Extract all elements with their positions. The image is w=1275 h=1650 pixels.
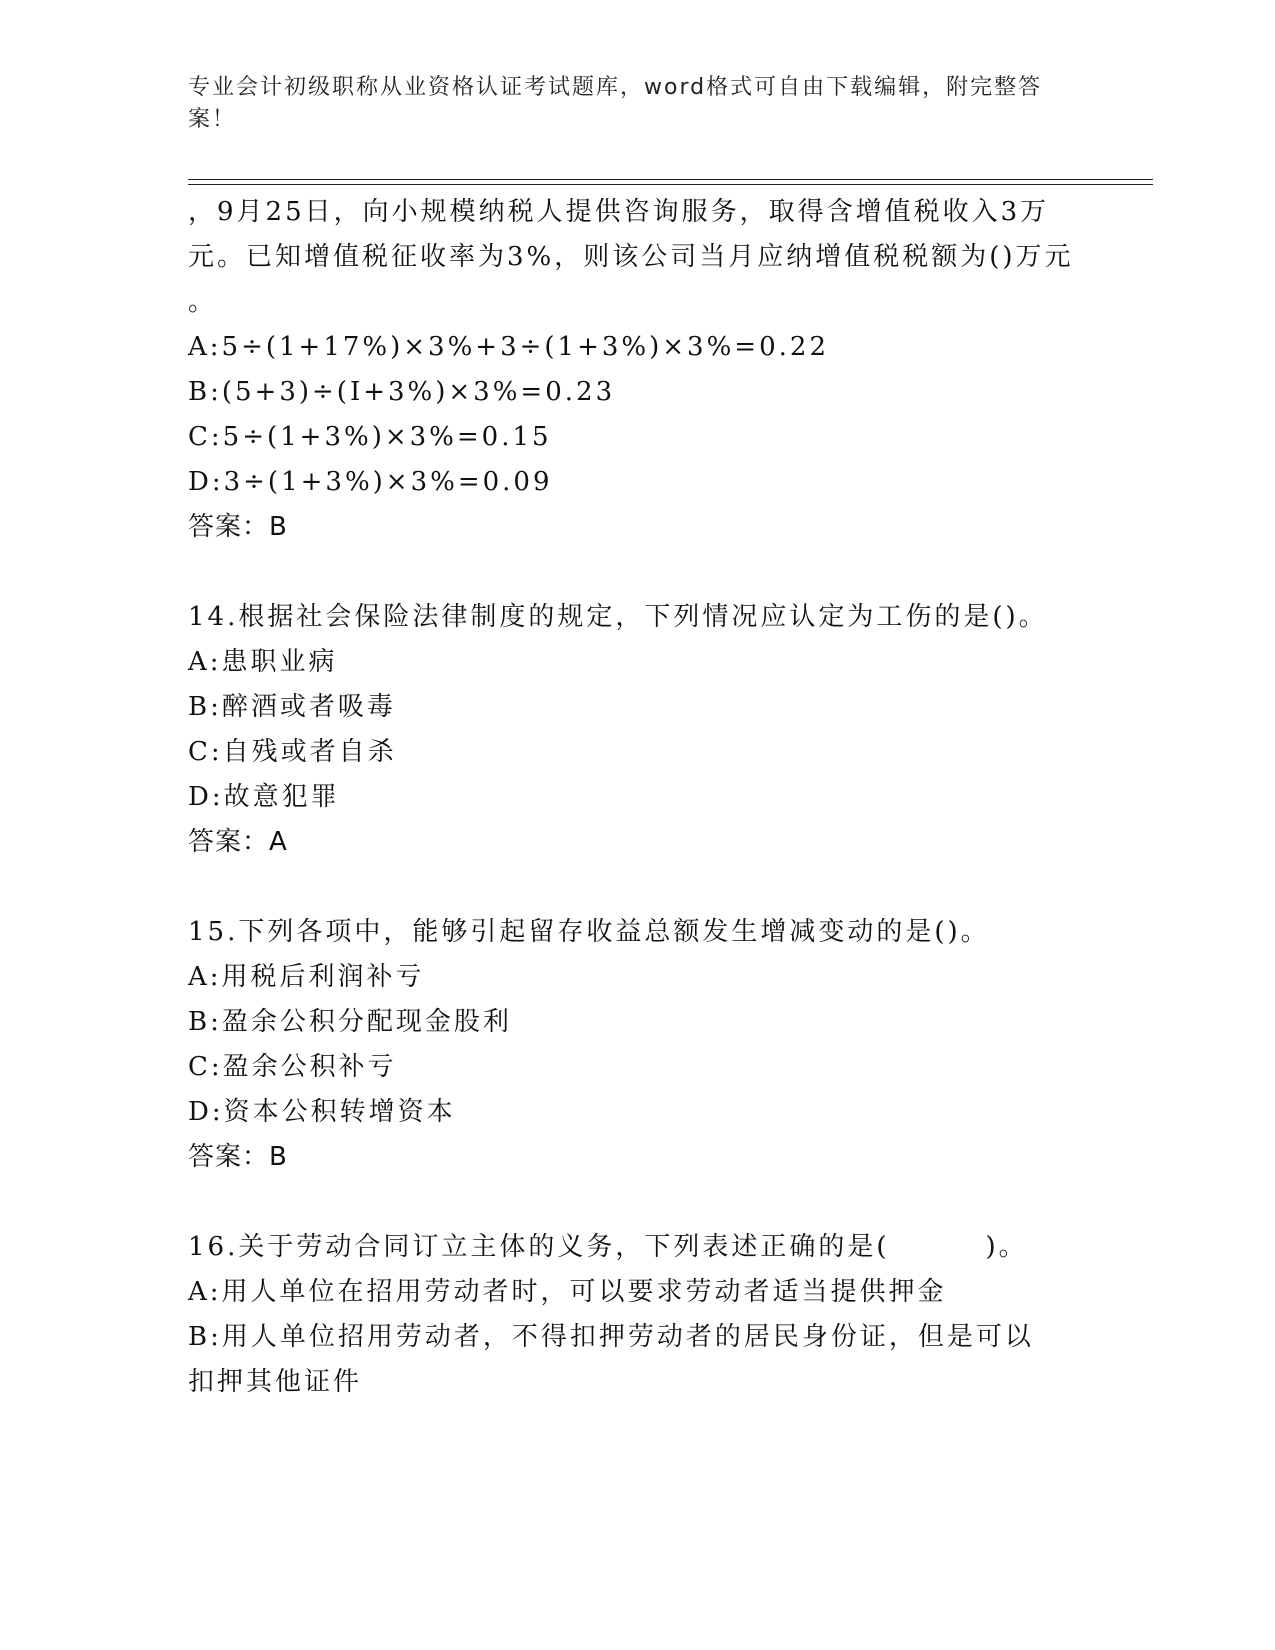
- option-d: D:故意犯罪: [188, 782, 340, 812]
- question-stem-line: 。: [188, 287, 218, 317]
- option-a: A:患职业病: [188, 647, 338, 677]
- option-c: C:盈余公积补亏: [188, 1052, 397, 1082]
- spacer: [188, 865, 1088, 910]
- spacer: [188, 1180, 1088, 1225]
- option-b: B:(5+3)÷(I+3%)×3%=0.23: [188, 377, 616, 407]
- question-stem-line: 元。已知增值税征收率为3%，则该公司当月应纳增值税税额为()万元: [188, 242, 1074, 272]
- question-13: [188, 190, 1088, 550]
- option-c: C:5÷(1+3%)×3%=0.15: [188, 422, 552, 452]
- document-header: 专业会计初级职称从业资格认证考试题库，word格式可自由下载编辑，附完整答案！: [188, 75, 1043, 132]
- question-14: [188, 595, 1088, 865]
- answer-label: 答案：B: [188, 1142, 288, 1172]
- question-stem: 14.根据社会保险法律制度的规定，下列情况应认定为工伤的是()。: [188, 602, 1048, 632]
- question-stem-after: )。: [985, 1232, 1028, 1262]
- option-b: B:醉酒或者吸毒: [188, 692, 396, 722]
- question-stem: 15.下列各项中，能够引起留存收益总额发生增减变动的是()。: [188, 917, 990, 947]
- option-b: B:盈余公积分配现金股利: [188, 1007, 512, 1037]
- option-d: D:资本公积转增资本: [188, 1097, 456, 1127]
- option-b: B:用人单位招用劳动者，不得扣押劳动者的居民身份证，但是可以扣押其他证件: [188, 1322, 1034, 1397]
- option-d: D:3÷(1+3%)×3%=0.09: [188, 467, 553, 497]
- option-a: A:用人单位在招用劳动者时，可以要求劳动者适当提供押金: [188, 1277, 947, 1307]
- answer-label: 答案：B: [188, 512, 288, 542]
- header-divider-top: [188, 179, 1153, 180]
- option-a: A:用税后利润补亏: [188, 962, 425, 992]
- option-c: C:自残或者自杀: [188, 737, 397, 767]
- question-15: [188, 910, 1088, 1180]
- option-a: A:5÷(1+17%)×3%+3÷(1+3%)×3%=0.22: [188, 332, 829, 362]
- answer-label: 答案：A: [188, 827, 288, 857]
- question-list: [188, 190, 1088, 1405]
- spacer: [188, 550, 1088, 595]
- question-stem: [188, 1225, 1088, 1270]
- question-stem-line: ，9月25日，向小规模纳税人提供咨询服务，取得含增值税收入3万: [188, 197, 1050, 227]
- question-stem-before: 16.关于劳动合同订立主体的义务，下列表述正确的是(: [188, 1232, 890, 1262]
- question-16: [188, 1225, 1088, 1405]
- header-divider-bottom: [188, 184, 1153, 185]
